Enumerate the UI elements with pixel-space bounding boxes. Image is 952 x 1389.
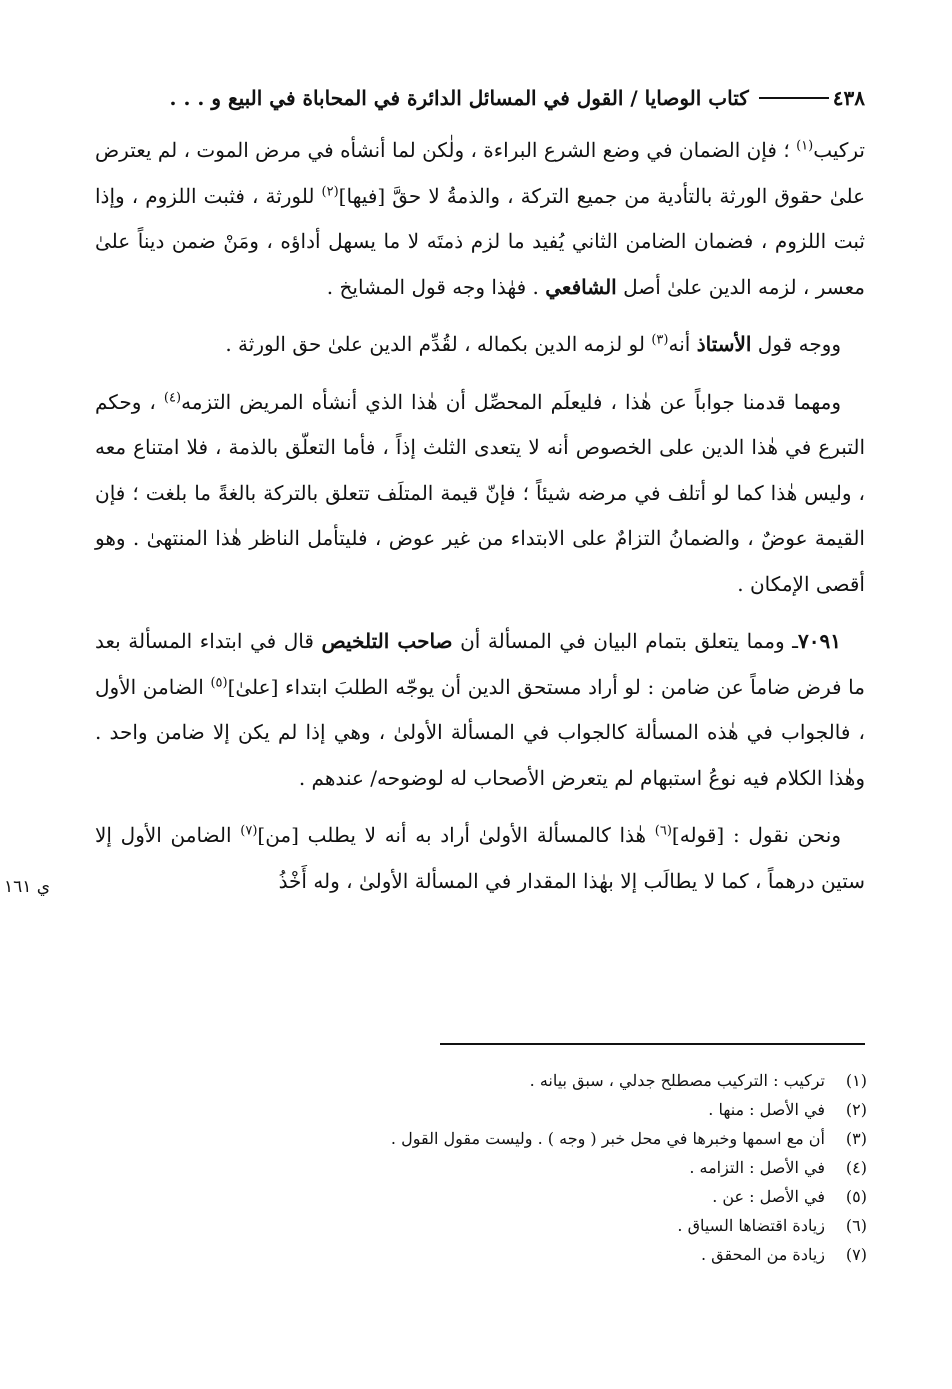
footnote-number: (٥) <box>845 1187 867 1206</box>
footnote-text: أن مع اسمها وخبرها في محل خبر ( وجه ) . وليست مقول القول . <box>390 1129 825 1148</box>
text-run: تركيب <box>813 138 865 162</box>
footnote-ref-7[interactable]: (٧) <box>240 823 258 839</box>
footnote-number: (٦) <box>845 1216 867 1235</box>
bold-name: الشافعي <box>545 274 617 299</box>
footnote-text: تركيب : التركيب مصطلح جدلي ، سبق بيانه . <box>529 1071 825 1090</box>
footnote-text: زيادة اقتضاها السياق . <box>677 1216 825 1235</box>
paragraph-5 <box>95 813 865 904</box>
footnote-item <box>267 1124 867 1153</box>
footnote-item <box>267 1240 867 1269</box>
footnote-text: في الأصل : التزامه . <box>689 1158 825 1177</box>
footnote-ref-6[interactable]: (٦) <box>654 823 672 839</box>
footnote-item <box>267 1211 867 1240</box>
footnotes <box>267 1066 867 1269</box>
paragraph-3 <box>95 380 865 608</box>
text-run: الضامن الأول إلا ستين درهماً ، كما لا يطالَب إلا بهٰذا المقدار في المسألة الأولىٰ ، وله أَخْذُ <box>95 823 865 893</box>
footnote-item <box>267 1066 867 1095</box>
footnote-text: في الأصل : منها . <box>708 1100 825 1119</box>
footnote-number: (٣) <box>845 1129 867 1148</box>
text-run: ، وحكم التبرع في هٰذا الدين على الخصوص أنه لا يتعدى الثلث إذاً ، فأما التعلّق بالذمة ، فلا امتناع معه ، وليس هٰذا كما لو أتلف في مرضه شيئاً ؛ فإنّ قيمة المتلَف تتعلق بالتركة بالغةً ما بلغت ؛ فإن القيمة عوضٌ ، والضمانُ التزامٌ على الابتداء من غير عوض ، فليتأمل الناظر هٰذا المنتهىٰ . وهو أقصى الإمكان . <box>95 389 865 596</box>
footnote-number: (٤) <box>845 1158 867 1177</box>
footnote-ref-5[interactable]: (٥) <box>210 674 228 690</box>
page-number: ٤٣٨ <box>832 86 865 110</box>
footnote-item <box>267 1182 867 1211</box>
footnote-ref-2[interactable]: (٢) <box>321 183 339 199</box>
text-run: قال في ابتداء المسألة بعد ما فرض ضاماً عن ضامن : لو أراد مستحق الدين أن يوجّه الطلبَ ابتداء [علىٰ] <box>95 629 865 699</box>
footnote-number: (٧) <box>845 1245 867 1264</box>
bold-name: الأستاذ <box>696 332 752 356</box>
footnote-text: في الأصل : عن . <box>712 1187 825 1206</box>
bold-name: صاحب التلخيص <box>321 629 453 653</box>
section-number: ٧٠٩١ <box>798 629 841 653</box>
header-rule <box>759 97 829 99</box>
text-run: للورثة ، فثبت اللزوم ، وإذا ثبت اللزوم ، فضمان الضامن الثاني يُفيد ما لزم ذمتَه لا ما يسهل أداؤه ، ومَنْ ضمن ديناً علىٰ معسر ، لزمه الدين علىٰ أصل <box>95 183 865 299</box>
margin-folio-note: ي ١٦١ <box>4 877 51 897</box>
paragraph-2 <box>95 322 865 368</box>
text-run: ـ ومما يتعلق بتمام البيان في المسألة أن <box>452 629 799 653</box>
text-run: ومهما قدمنا جواباً عن هٰذا ، فليعلَم المحصِّل أن هٰذا الذي أنشأه المريض التزمه <box>181 389 841 414</box>
text-run: ؛ فإن الضمان في وضع الشرع البراءة ، ولٰكن لما أنشأه في مرض الموت ، لم يعترض علىٰ حقوق الورثة بالتأدية من جميع التركة ، والذمةُ لا حقَّ [فيها] <box>95 138 865 208</box>
footnote-separator <box>440 1043 865 1045</box>
footnote-text: زيادة من المحقق . <box>701 1245 825 1264</box>
footnote-item <box>267 1153 867 1182</box>
text-run: هٰذا كالمسألة الأولىٰ أراد به أنه لا يطلب [من] <box>257 823 655 847</box>
footnote-number: (١) <box>845 1071 867 1090</box>
text-run: الضامن الأول ، فالجواب في هٰذه المسألة كالجواب في المسألة الأولىٰ ، وهي إذا لم يكن إلا ضامن واحد . وهٰذا الكلام فيه نوعُ استبهام لم يتعرض الأصحاب له لوضوحه/ عندهم . <box>95 674 865 790</box>
paragraph-1 <box>95 128 865 310</box>
footnote-ref-1[interactable]: (١) <box>796 138 814 154</box>
text-run: أنه <box>668 332 697 356</box>
footnote-ref-3[interactable]: (٣) <box>651 332 669 348</box>
header-title: كتاب الوصايا / القول في المسائل الدائرة في المحاباة في البيع و . . . <box>169 86 749 110</box>
footnote-ref-4[interactable]: (٤) <box>163 389 182 405</box>
footnote-number: (٢) <box>845 1100 867 1119</box>
footnote-item <box>267 1095 867 1124</box>
main-text <box>95 128 865 916</box>
text-run: ونحن نقول : [قوله] <box>671 823 841 847</box>
running-header <box>95 78 865 118</box>
paragraph-4 <box>95 619 865 801</box>
text-run: ووجه قول <box>751 332 841 356</box>
text-run: . فهٰذا وجه قول المشايخ . <box>326 274 546 299</box>
text-run: لو لزمه الدين بكماله ، لقُدِّم الدين علىٰ حق الورثة . <box>225 332 652 356</box>
